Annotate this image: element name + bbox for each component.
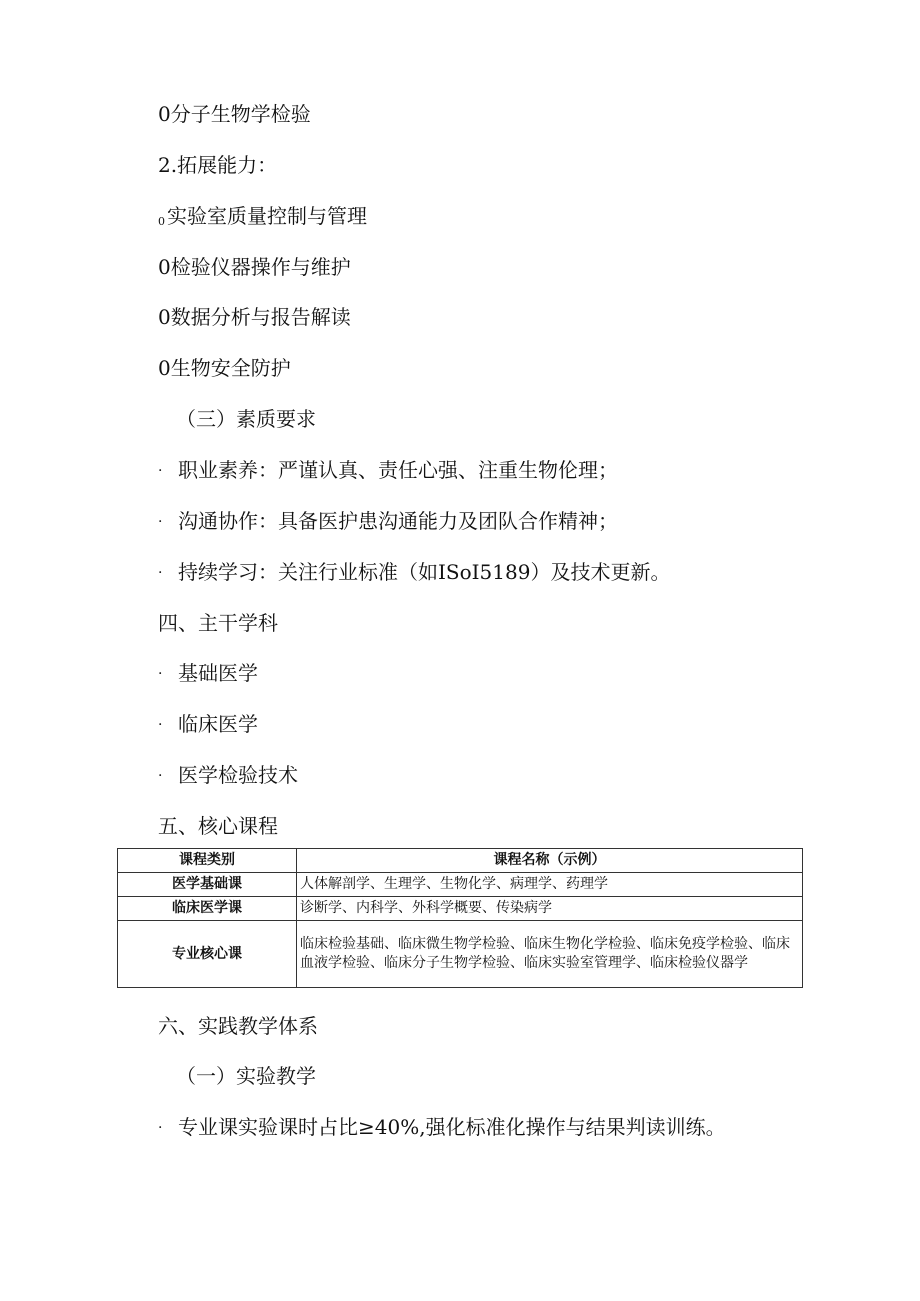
skill-item-text: 实验室质量控制与管理 xyxy=(167,204,367,228)
table-header-row xyxy=(118,849,803,873)
section-heading-practice-system: 六、实践教学体系 xyxy=(158,1014,318,1038)
table-header-courses: 课程名称（示例） xyxy=(297,849,803,873)
skill-item-biosafety: 0生物安全防护 xyxy=(158,356,291,380)
skill-item-data-analysis: 0数据分析与报告解读 xyxy=(158,305,351,329)
skill-item-quality-control xyxy=(158,202,367,236)
table-cell-category: 专业核心课 xyxy=(118,921,297,988)
bullet-icon: · xyxy=(158,768,163,784)
quality-item-text: 沟通协作：具备医护患沟通能力及团队合作精神； xyxy=(178,509,618,533)
discipline-item-text: 临床医学 xyxy=(178,712,258,736)
table-cell-courses: 人体解剖学、生理学、生物化学、病理学、药理学 xyxy=(297,873,803,897)
discipline-item-lab-technology xyxy=(158,761,298,790)
discipline-item-basic-medicine xyxy=(158,659,258,688)
discipline-item-clinical-medicine xyxy=(158,710,258,739)
table-row xyxy=(118,921,803,988)
quality-item-continuous-learning xyxy=(158,558,670,587)
skill-item-instrument-operation: 0检验仪器操作与维护 xyxy=(158,255,351,279)
table-row xyxy=(118,897,803,921)
skill-item-molecular-biology: 0分子生物学检验 xyxy=(158,102,311,126)
quality-item-communication xyxy=(158,507,618,536)
section-heading-quality-requirements: （三）素质要求 xyxy=(176,407,316,431)
practice-item-lab-hours xyxy=(158,1113,726,1142)
quality-item-professionalism xyxy=(158,456,618,485)
discipline-item-text: 医学检验技术 xyxy=(178,763,298,787)
table-header-category: 课程类别 xyxy=(118,849,297,873)
item-marker: 0 xyxy=(158,215,165,228)
discipline-item-text: 基础医学 xyxy=(178,661,258,685)
table-row xyxy=(118,873,803,897)
quality-item-text: 持续学习：关注行业标准（如ISoI5189）及技术更新。 xyxy=(178,560,671,584)
quality-item-text: 职业素养：严谨认真、责任心强、注重生物伦理； xyxy=(178,458,618,482)
bullet-icon: · xyxy=(158,666,163,682)
table-cell-category: 医学基础课 xyxy=(118,873,297,897)
section-heading-core-courses: 五、核心课程 xyxy=(158,814,278,838)
table-cell-category: 临床医学课 xyxy=(118,897,297,921)
section-heading-lab-teaching: （一）实验教学 xyxy=(176,1064,316,1088)
table-cell-courses: 诊断学、内科学、外科学概要、传染病学 xyxy=(297,897,803,921)
bullet-icon: · xyxy=(158,565,163,581)
bullet-icon: · xyxy=(158,463,163,479)
section-heading-main-disciplines: 四、主干学科 xyxy=(158,611,278,635)
practice-item-text: 专业课实验课时占比≥40%,强化标准化操作与结果判读训练。 xyxy=(178,1115,726,1139)
core-courses-table xyxy=(117,848,803,988)
bullet-icon: · xyxy=(158,1120,163,1136)
bullet-icon: · xyxy=(158,514,163,530)
section-heading-extended-abilities: 2.拓展能力： xyxy=(158,153,278,177)
table-cell-courses: 临床检验基础、临床微生物学检验、临床生物化学检验、临床免疫学检验、临床血液学检验、临床分子生物学检验、临床实验室管理学、临床检验仪器学 xyxy=(297,921,803,988)
bullet-icon: · xyxy=(158,717,163,733)
